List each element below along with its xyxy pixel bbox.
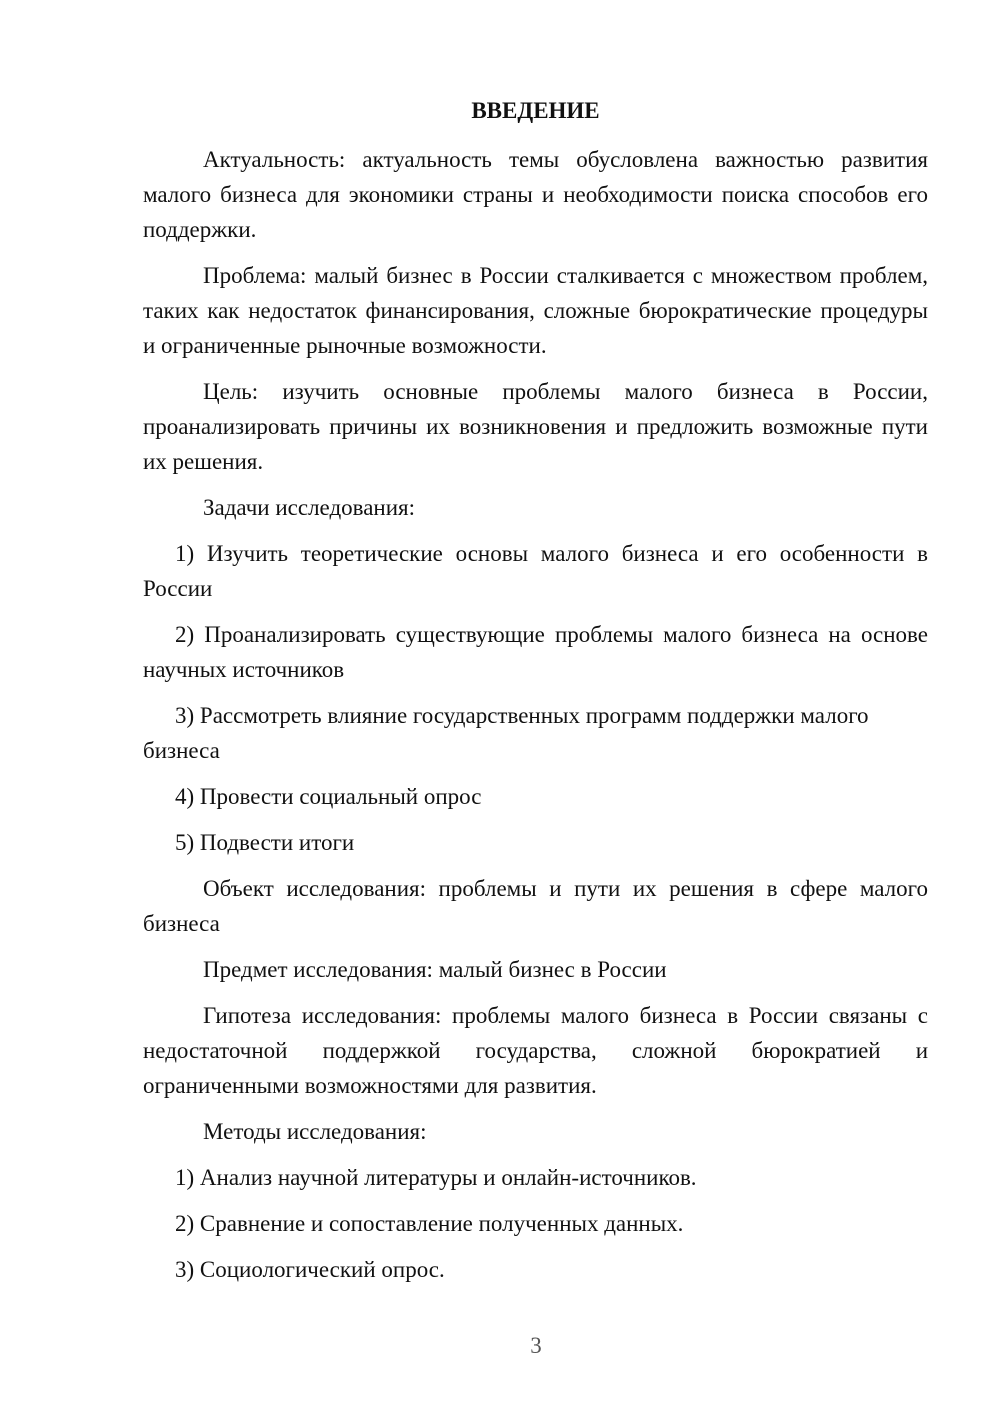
method-item-1: 1) Анализ научной литературы и онлайн-источников.: [175, 1165, 697, 1190]
tasks-heading: Задачи исследования:: [203, 495, 416, 520]
document-body: [143, 142, 928, 1298]
task-item-4: 4) Провести социальный опрос: [175, 784, 482, 809]
methods-heading: Методы исследования:: [203, 1119, 427, 1144]
page-title: ВВЕДЕНИЕ: [471, 98, 600, 123]
goal-paragraph: Цель: изучить основные проблемы малого бизнеса в России, проанализировать причины их возникновения и предложить возможные пути их решения.: [143, 379, 928, 474]
method-item-2: 2) Сравнение и сопоставление полученных данных.: [175, 1211, 684, 1236]
page-number: 3: [530, 1333, 542, 1358]
subject-paragraph: Предмет исследования: малый бизнес в России: [203, 957, 667, 982]
task-item-1: 1) Изучить теоретические основы малого бизнеса и его особенности в России: [143, 541, 928, 601]
problem-paragraph: Проблема: малый бизнес в России сталкивается с множеством проблем, таких как недостаток финансирования, сложные бюрократические процедуры и ограниченные рыночные возможности.: [143, 263, 928, 358]
method-item-3: 3) Социологический опрос.: [175, 1257, 445, 1282]
hypothesis-paragraph: Гипотеза исследования: проблемы малого бизнеса в России связаны с недостаточной поддержкой государства, сложной бюрократией и ограниченными возможностями для развития.: [143, 1003, 928, 1098]
task-item-2: 2) Проанализировать существующие проблемы малого бизнеса на основе научных источников: [143, 622, 928, 682]
task-item-3: 3) Рассмотреть влияние государственных программ поддержки малого бизнеса: [143, 703, 869, 763]
object-paragraph: Объект исследования: проблемы и пути их решения в сфере малого бизнеса: [143, 876, 928, 936]
relevance-paragraph: Актуальность: актуальность темы обусловлена важностью развития малого бизнеса для экономики страны и необходимости поиска способов его поддержки.: [143, 147, 928, 242]
task-item-5: 5) Подвести итоги: [175, 830, 355, 855]
